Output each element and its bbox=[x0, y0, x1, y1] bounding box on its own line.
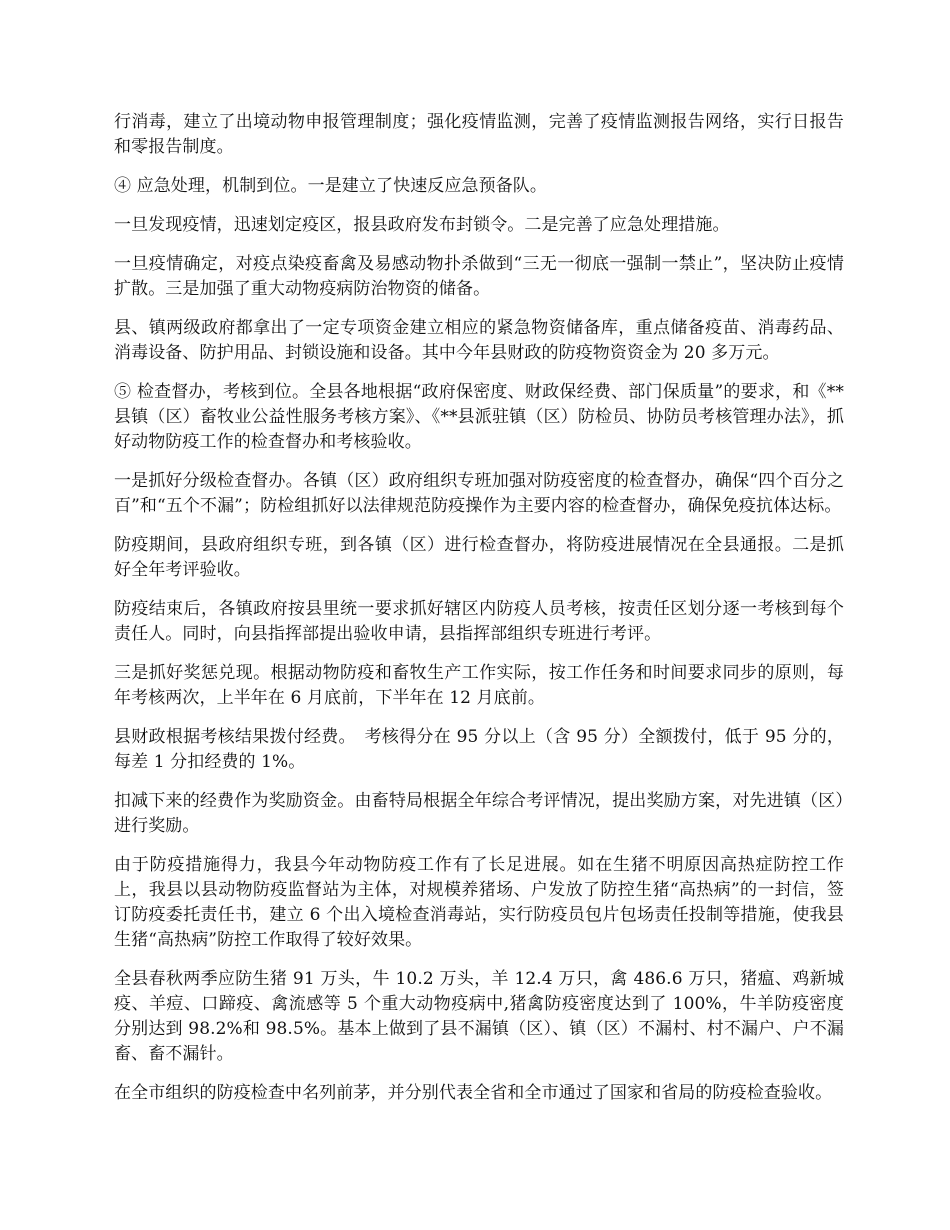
paragraph: 县、镇两级政府都拿出了一定专项资金建立相应的紧急物资储备库，重点储备疫苗、消毒药品、消毒设备、防护用品、封锁设施和设备。其中今年县财政的防疫物资资金为 20 多万元。 bbox=[114, 318, 844, 363]
paragraph: 全县春秋两季应防生猪 91 万头，牛 10.2 万头，羊 12.4 万只，禽 486.6 万只，猪瘟、鸡新城疫、羊痘、口蹄疫、禽流感等 5 个重大动物疫病中,猪禽防疫密度达到了 100%，牛羊防疫密度分别达到 98.2%和 98.5%。基本上做到了县不漏镇（区）、镇（区）不漏村、村不漏户、户不漏畜、畜不漏针。 bbox=[114, 969, 844, 1064]
paragraph: ④ 应急处理，机制到位。一是建立了快速反应急预备队。 bbox=[114, 176, 548, 196]
paragraph: 三是抓好奖惩兑现。根据动物防疫和畜牧生产工作实际，按工作任务和时间要求同步的原则，每年考核两次，上半年在 6 月底前，下半年在 12 月底前。 bbox=[114, 663, 844, 708]
paragraph: 在全市组织的防疫检查中名列前茅，并分别代表全省和全市通过了国家和省局的防疫检查验收。 bbox=[114, 1083, 833, 1103]
paragraph: ⑤ 检查督办，考核到位。全县各地根据“政府保密度、财政保经费、部门保质量”的要求，和《**县镇（区）畜牧业公益性服务考核方案》、《**县派驻镇（区）防检员、协防员考核管理办法》，抓好动物防疫工作的检查督办和考核验收。 bbox=[114, 382, 844, 452]
paragraph: 县财政根据考核结果拨付经费。 考核得分在 95 分以上（含 95 分）全额拨付，低于 95 分的，每差 1 分扣经费的 1%。 bbox=[114, 727, 844, 772]
paragraph: 扣减下来的经费作为奖励资金。由畜特局根据全年综合考评情况，提出奖励方案，对先进镇（区）进行奖励。 bbox=[114, 791, 844, 836]
paragraph: 行消毒，建立了出境动物申报管理制度；强化疫情监测，完善了疫情监测报告网络，实行日报告和零报告制度。 bbox=[114, 112, 844, 157]
paragraph: 一是抓好分级检查督办。各镇（区）政府组织专班加强对防疫密度的检查督办，确保“四个百分之百”和“五个不漏”；防检组抓好以法律规范防疫操作为主要内容的检查督办，确保免疫抗体达标。 bbox=[114, 471, 844, 516]
paragraph: 防疫结束后，各镇政府按县里统一要求抓好辖区内防疫人员考核，按责任区划分逐一考核到每个责任人。同时，向县指挥部提出验收申请，县指挥部组织专班进行考评。 bbox=[114, 599, 844, 644]
document-body bbox=[114, 110, 844, 1120]
paragraph: 一旦发现疫情，迅速划定疫区，报县政府发布封锁令。二是完善了应急处理措施。 bbox=[114, 215, 730, 235]
paragraph: 由于防疫措施得力，我县今年动物防疫工作有了长足进展。如在生猪不明原因高热症防控工作上，我县以县动物防疫监督站为主体，对规模养猪场、户发放了防控生猪“高热病”的一封信，签订防疫委托责任书，建立 6 个出入境检查消毒站，实行防疫员包片包场责任投制等措施，使我县生猪“高热病”防控工作取得了较好效果。 bbox=[114, 855, 844, 950]
paragraph: 一旦疫情确定，对疫点染疫畜禽及易感动物扑杀做到“三无一彻底一强制一禁止”，坚决防止疫情扩散。三是加强了重大动物疫病防治物资的储备。 bbox=[114, 254, 844, 299]
paragraph: 防疫期间，县政府组织专班，到各镇（区）进行检查督办，将防疫进展情况在全县通报。二是抓好全年考评验收。 bbox=[114, 535, 844, 580]
